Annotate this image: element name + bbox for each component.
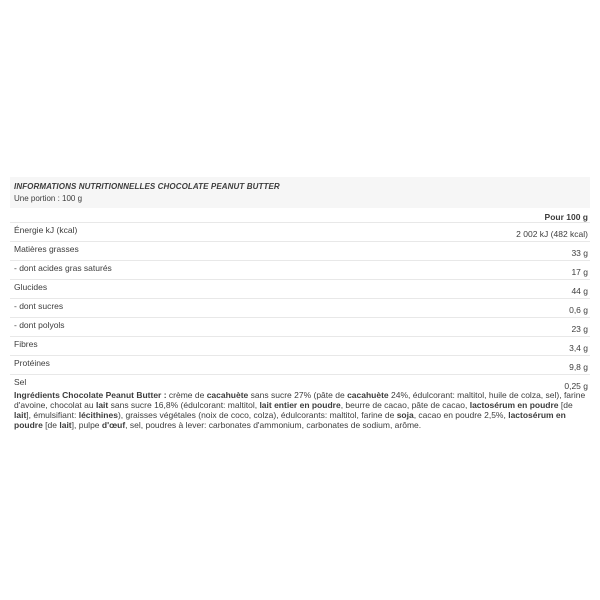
nutrient-label: Glucides xyxy=(14,282,48,292)
nutrient-value: 23 g xyxy=(571,324,588,334)
nutrient-label: - dont polyols xyxy=(14,320,65,330)
table-row xyxy=(10,261,590,280)
nutrient-value: 17 g xyxy=(571,267,588,277)
table-row xyxy=(10,299,590,318)
table-row xyxy=(10,356,590,375)
table-row xyxy=(10,337,590,356)
nutrient-label: - dont acides gras saturés xyxy=(14,263,112,273)
nutrient-value: 0,25 g xyxy=(564,381,588,391)
nutrient-label: Fibres xyxy=(14,339,38,349)
nutrient-label: Matières grasses xyxy=(14,244,79,254)
table-row xyxy=(10,280,590,299)
nutrient-value: 33 g xyxy=(571,248,588,258)
portion-size-text: Une portion : 100 g xyxy=(14,194,83,203)
nutrient-value: 2 002 kJ (482 kcal) xyxy=(516,229,588,239)
table-row xyxy=(10,318,590,337)
nutrient-label: Protéines xyxy=(14,358,50,368)
nutrient-label: Sel xyxy=(14,377,27,387)
table-row xyxy=(10,223,590,242)
table-row xyxy=(10,242,590,261)
nutrition-table xyxy=(10,223,590,389)
ingredients-paragraph: Ingrédients Chocolate Peanut Butter : crème de cacahuète sans sucre 27% (pâte de cacahuète 24%, édulcorant: maltitol, huile de colza, sel), farine d'avoine, chocolat au lait sans sucre 16,8% (édulcorant: maltitol, lait entier en poudre, beurre de cacao, pâte de cacao, lactosérum en poudre [de lait], émulsifiant: lécithines), graisses végétales (noix de coco, colza), édulcorants: maltitol, farine de soja, cacao en poudre 2,5%, lactosérum en poudre [de lait], pulpe d'œuf, sel, poudres à lever: carbonates d'ammonium, carbonates de sodium, arôme. xyxy=(14,390,586,430)
nutrition-panel-title: INFORMATIONS NUTRITIONNELLES CHOCOLATE PEANUT BUTTER xyxy=(14,182,280,191)
nutrient-value: 3,4 g xyxy=(569,343,588,353)
nutrition-info-panel xyxy=(10,177,590,430)
nutrient-value: 44 g xyxy=(571,286,588,296)
nutrient-value: 9,8 g xyxy=(569,362,588,372)
nutrient-label: - dont sucres xyxy=(14,301,64,311)
nutrient-label: Énergie kJ (kcal) xyxy=(14,225,78,235)
nutrient-value: 0,6 g xyxy=(569,305,588,315)
nutrition-panel-header xyxy=(10,177,590,208)
table-row xyxy=(10,375,590,389)
per-100g-column-header xyxy=(10,208,590,223)
per-100g-label: Pour 100 g xyxy=(544,212,588,222)
